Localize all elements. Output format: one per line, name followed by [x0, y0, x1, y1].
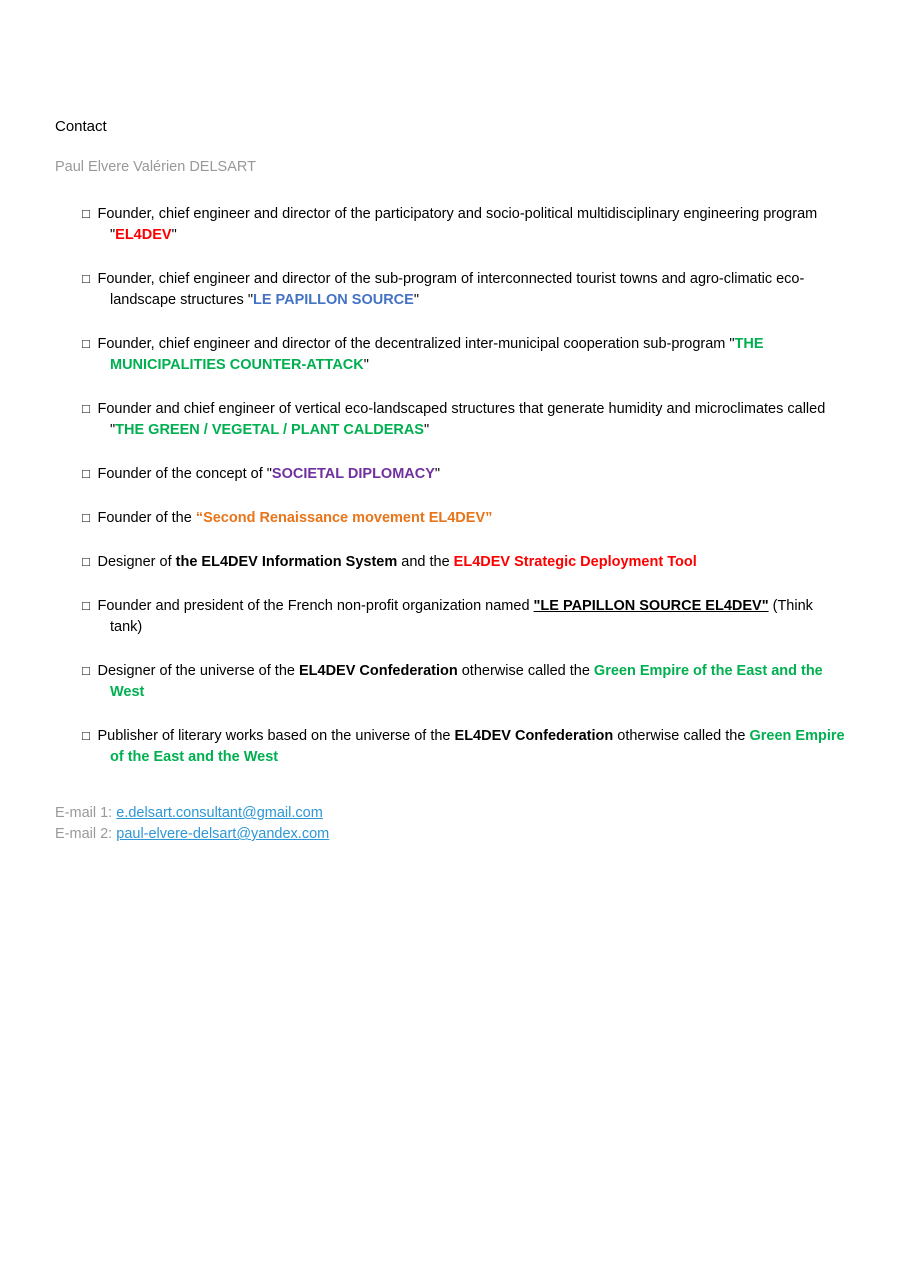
role-text-segment: Green Empire of the East and the West	[110, 663, 823, 700]
role-text-segment: otherwise called the	[457, 663, 594, 679]
list-item	[55, 595, 848, 638]
role-text-segment: Founder of the concept of "	[97, 466, 272, 482]
role-text-segment: Founder, chief engineer and director of the participatory and socio-political multidisciplinary engineering program "	[97, 206, 818, 243]
role-text-segment: “Second Renaissance movement EL4DEV”	[195, 510, 493, 526]
role-text-segment: (Think tank)	[110, 598, 813, 635]
list-item	[55, 507, 848, 529]
checkbox-bullet-icon: □	[82, 598, 98, 613]
role-text-segment: EL4DEV Strategic Deployment Tool	[453, 554, 697, 570]
role-text-segment: Designer of the universe of the	[97, 663, 299, 679]
list-item	[55, 463, 848, 485]
role-text-segment: Founder and president of the French non-profit organization named	[97, 598, 534, 614]
role-list	[55, 203, 848, 768]
list-item	[55, 398, 848, 441]
author-name: Paul Elvere Valérien DELSART	[55, 159, 256, 175]
role-text-segment: "	[413, 292, 419, 308]
role-text-segment: EL4DEV Confederation	[298, 663, 458, 679]
role-text-segment: Founder, chief engineer and director of the decentralized inter-municipal cooperation sub-program "	[97, 336, 735, 352]
role-text-segment: SOCIETAL DIPLOMACY	[271, 466, 435, 482]
list-item	[55, 203, 848, 246]
email-link[interactable]: e.delsart.consultant@gmail.com	[116, 805, 323, 821]
email-section	[55, 803, 848, 845]
checkbox-bullet-icon: □	[82, 663, 98, 678]
role-text-segment: otherwise called the	[613, 728, 750, 744]
list-item	[55, 333, 848, 376]
role-text-segment: THE MUNICIPALITIES COUNTER-ATTACK	[110, 336, 764, 373]
role-text-segment: "	[363, 357, 369, 373]
checkbox-bullet-icon: □	[82, 466, 98, 481]
email-row	[55, 803, 848, 824]
role-text-segment: "LE PAPILLON SOURCE EL4DEV"	[533, 598, 769, 614]
role-text-segment: Publisher of literary works based on the universe of the	[97, 728, 455, 744]
checkbox-bullet-icon: □	[82, 206, 98, 221]
list-item	[55, 268, 848, 311]
email-link[interactable]: paul-elvere-delsart@yandex.com	[116, 826, 330, 842]
role-text-segment: Green Empire of the East and the West	[110, 728, 845, 765]
checkbox-bullet-icon: □	[82, 271, 98, 286]
role-text-segment: Founder, chief engineer and director of the sub-program of interconnected tourist towns and agro-climatic eco-landscape structures "	[97, 271, 805, 308]
role-text-segment: THE GREEN / VEGETAL / PLANT CALDERAS	[115, 422, 424, 438]
role-text-segment: EL4DEV	[115, 227, 172, 243]
list-item	[55, 660, 848, 703]
role-text-segment: the EL4DEV Information System	[175, 554, 398, 570]
role-text-segment: and the	[397, 554, 454, 570]
role-text-segment: Founder of the	[97, 510, 196, 526]
checkbox-bullet-icon: □	[82, 401, 98, 416]
checkbox-bullet-icon: □	[82, 554, 98, 569]
email-label: E-mail 2:	[55, 826, 117, 842]
role-text-segment: Founder and chief engineer of vertical eco-landscaped structures that generate humidity and microclimates called "	[97, 401, 826, 438]
list-item	[55, 725, 848, 768]
role-text-segment: Designer of	[97, 554, 176, 570]
checkbox-bullet-icon: □	[82, 510, 98, 525]
role-text-segment: "	[434, 466, 441, 482]
list-item	[55, 551, 848, 573]
role-text-segment: LE PAPILLON SOURCE	[252, 292, 414, 308]
email-row	[55, 824, 848, 845]
checkbox-bullet-icon: □	[82, 336, 98, 351]
role-text-segment: "	[423, 422, 430, 438]
role-text-segment: EL4DEV Confederation	[454, 728, 614, 744]
email-label: E-mail 1:	[55, 805, 117, 821]
checkbox-bullet-icon: □	[82, 728, 98, 743]
role-text-segment: "	[171, 227, 177, 243]
page-title: Contact	[55, 118, 107, 135]
